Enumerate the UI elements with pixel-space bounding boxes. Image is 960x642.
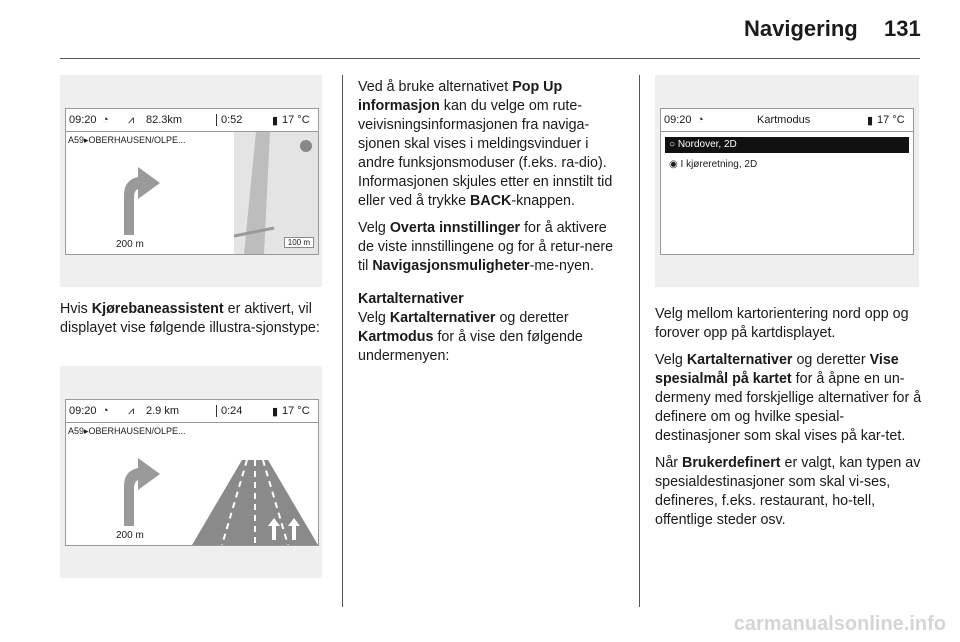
option-heading-up[interactable]: ◉ I kjøreretning, 2D	[669, 159, 758, 170]
clock: 09:20	[69, 114, 97, 126]
display-screen	[65, 108, 319, 255]
eta: 0:24	[216, 405, 242, 417]
status-bar	[661, 109, 913, 132]
figure-map-mode-screen	[655, 75, 919, 287]
status-bar	[66, 109, 318, 132]
turn-distance: 200 m	[116, 530, 144, 541]
clock: 09:20	[69, 405, 97, 417]
remaining-distance: 82.3km	[146, 114, 183, 126]
route-name: A59▸OBERHAUSEN/OLPE...	[68, 426, 186, 436]
turn-distance: 200 m	[116, 239, 144, 250]
section-heading: Kartalternativer	[358, 291, 464, 307]
road-icon: ⩘	[128, 113, 135, 126]
page-number: 131	[884, 16, 921, 41]
turn-arrow-icon	[106, 155, 166, 235]
thermometer-icon: ▮	[272, 114, 279, 127]
eta: 0:52	[216, 114, 242, 126]
remaining-distance: 2.9 km	[146, 405, 180, 417]
figure-lane-assist-screen	[60, 366, 322, 578]
col3-text: Velg mellom kartorientering nord opp og forover opp på kartdisplayet. Velg Kartalternativer og deretter Vise spesialmål på kartet for å åpne en un-dermeny med forskjellige alternativer for å definere om og hvilke spesial-destinasjoner som skal vises på kar-tet. Når Brukerdefinert er valgt, kan typen av spesialdestinasjoner som skal vi-ses, defineres, f.eks. restaurant, ho-tell, offentlige steder osv.	[655, 306, 922, 528]
temperature: 17 °C	[282, 114, 310, 126]
lane-view	[192, 460, 318, 545]
route-name: A59▸OBERHAUSEN/OLPE...	[68, 135, 186, 145]
header-rule	[60, 58, 920, 59]
column-divider	[342, 75, 343, 607]
road-icon: ⩘	[128, 404, 135, 417]
option-north-up[interactable]: ○ Nordover, 2D	[665, 137, 909, 153]
clock-icon: ◔	[697, 114, 704, 126]
thermometer-icon: ▮	[272, 405, 279, 418]
page-title: Navigering	[744, 16, 858, 41]
clock-icon: ◔	[102, 114, 109, 126]
clock-icon: ◔	[102, 405, 109, 417]
map-roads	[234, 132, 318, 254]
watermark: carmanualsonline.info	[733, 613, 946, 635]
thermometer-icon: ▮	[867, 114, 874, 127]
map-scale: 100 m	[284, 237, 314, 248]
status-bar	[66, 400, 318, 423]
col1-paragraph: Hvis Kjørebaneassistent er aktivert, vil displayet vise følgende illustra-sjonstype:	[60, 301, 320, 336]
display-screen	[660, 108, 914, 255]
clock: 09:20	[664, 114, 692, 126]
map-view	[234, 132, 318, 254]
menu-title: Kartmodus	[757, 114, 811, 126]
display-screen	[65, 399, 319, 546]
temperature: 17 °C	[877, 114, 905, 126]
turn-arrow-icon	[106, 446, 166, 526]
col2-text: Ved å bruke alternativet Pop Up informasjon kan du velge om rute-veivisningsinformasjonen fra naviga-sjonen skal vises i meldingsvinduer i andre funksjonsmoduser (f.eks. ra-dio). Informasjonen skjules etter en innstilt tid eller ved å trykke BACK-knappen. Velg Overta innstillinger for å aktivere de viste innstillingene og for å retur-nere til Navigasjonsmuligheter-me-nyen. Kartalternativer Velg Kartalternativer og deretter Kartmodus for å vise den følgende undermenyen:	[358, 79, 614, 364]
column-divider	[639, 75, 640, 607]
figure-navigation-screen	[60, 75, 322, 287]
temperature: 17 °C	[282, 405, 310, 417]
